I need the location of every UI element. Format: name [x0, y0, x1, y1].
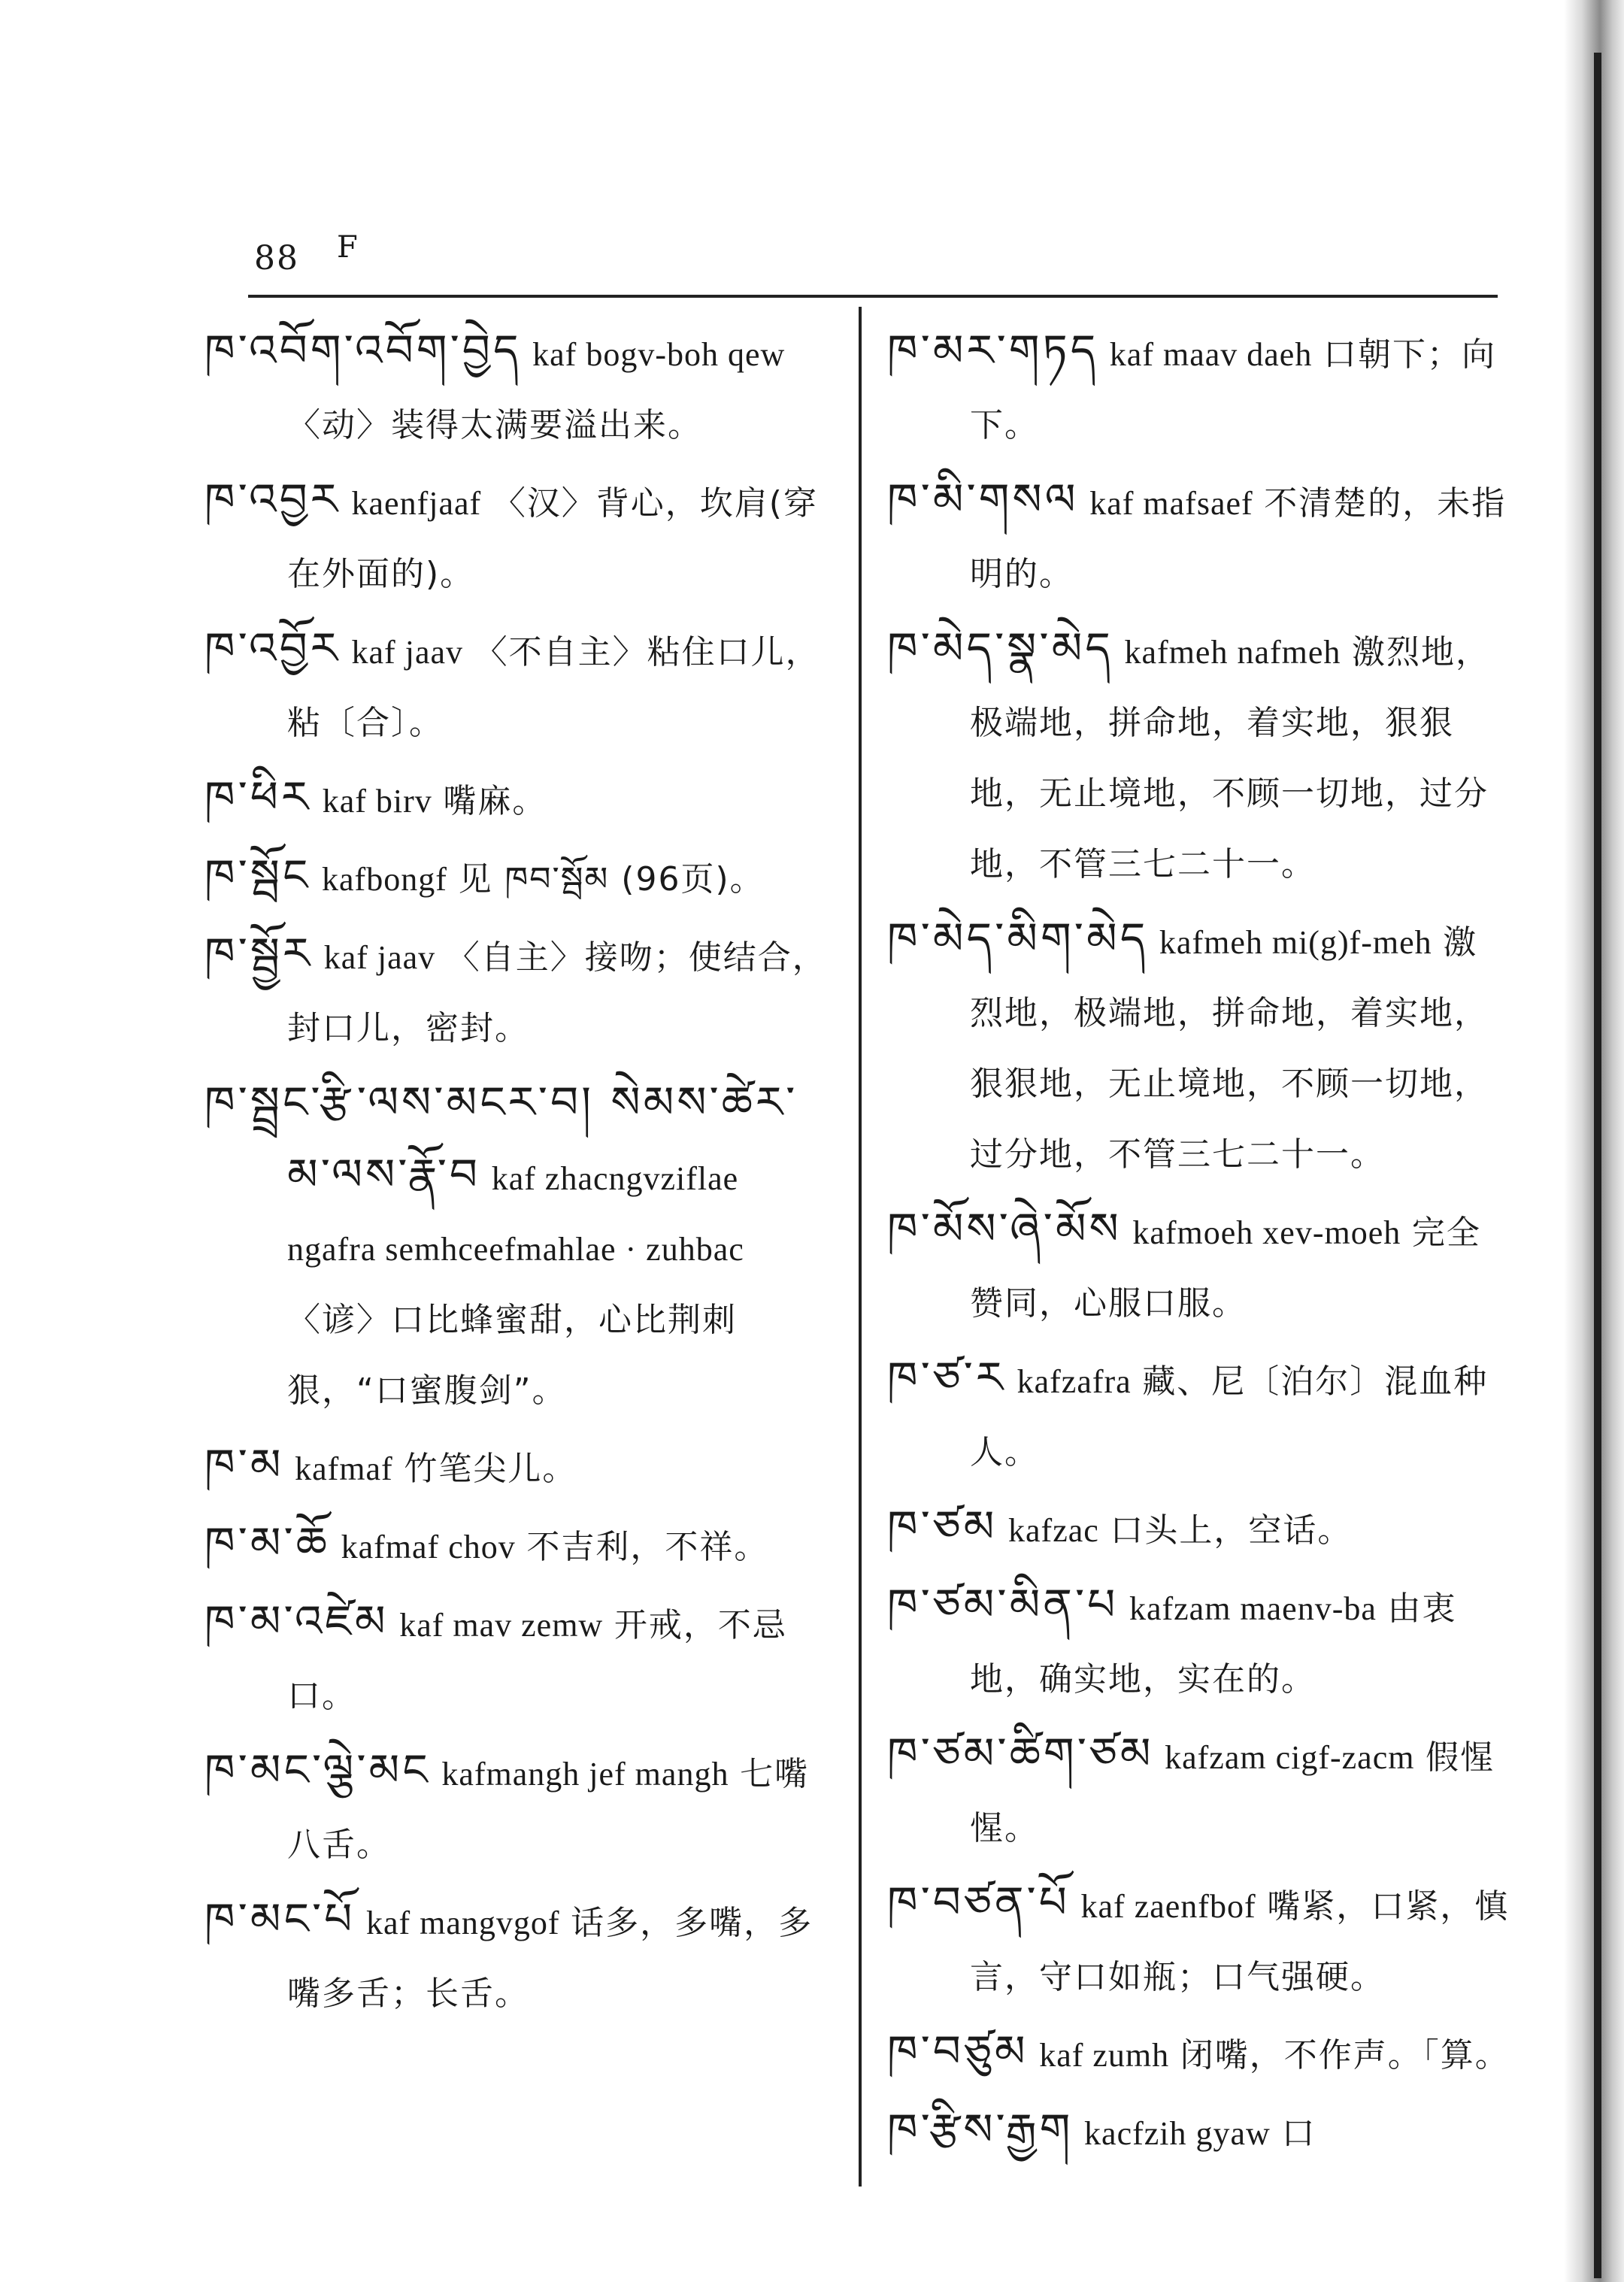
entry-romanization: kaf jaav	[323, 939, 436, 976]
entry-definition: 假惺惺。	[970, 1738, 1495, 1847]
dictionary-entry	[887, 614, 1511, 899]
dictionary-entry	[205, 762, 836, 836]
dictionary-entry	[205, 1884, 836, 2029]
entry-romanization: kafbongf	[322, 861, 447, 898]
column-divider	[859, 307, 862, 2187]
entry-romanization: kafmeh nafmeh	[1124, 634, 1341, 671]
entry-headword: ཁ་སྦོང	[205, 850, 311, 901]
entry-definition: 〈动〉装得太满要溢出来。	[287, 406, 702, 444]
entry-romanization: kafmeh mi(g)f-meh	[1159, 924, 1432, 961]
entry-definition: 口头上，空话。	[1110, 1511, 1353, 1550]
entry-headword: ཁ་མོས་ཞེ་མོས	[887, 1203, 1122, 1254]
entry-headword: ཁ་རྩིས་རྒྱག	[887, 2104, 1074, 2155]
dictionary-entry	[887, 1492, 1511, 1565]
entry-romanization: kaenfjaaf	[351, 485, 482, 522]
entry-definition: 〈不自主〉粘住口儿，粘〔合〕。	[287, 633, 820, 742]
entry-romanization: kaf maav daeh	[1109, 336, 1313, 373]
right-column	[887, 316, 1511, 2173]
entry-headword: ཁ་མར་གཏད	[887, 325, 1099, 376]
entry-definition: 开戒，不忌口。	[287, 1606, 787, 1715]
dictionary-entry	[205, 614, 836, 758]
entry-headword: ཁ་འབྱོར	[205, 623, 341, 674]
entry-definition: 激烈地，极端地，拼命地，着实地，狠狠地，无止境地，不顾一切地，过分地，不管三七二十一。	[970, 923, 1489, 1174]
dictionary-entry	[887, 1868, 1511, 2012]
entry-definition: 不清楚的，未指明的。	[970, 484, 1507, 593]
dictionary-entry	[887, 1343, 1511, 1487]
entry-headword: ཁ་ཕིར	[205, 771, 312, 823]
entry-headword: ཁ་མ་འཛེམ	[205, 1596, 389, 1647]
entry-definition: 嘴紧，口紧，慎言，守口如瓶；口气强硬。	[970, 1887, 1510, 1996]
entry-definition: 见 ཁབ་སྦོམ (96页)。	[458, 860, 765, 899]
entry-romanization: kafmangh jef mangh	[441, 1756, 729, 1793]
dictionary-entry	[205, 1735, 836, 1880]
dictionary-entry	[887, 2017, 1511, 2090]
dictionary-entry	[205, 919, 836, 1063]
dictionary-entry	[205, 1586, 836, 1731]
entry-headword: ཁ་མེད་མིག་མེད	[887, 913, 1149, 964]
entry-definition: 藏、尼〔泊尔〕混血种人。	[970, 1362, 1489, 1471]
dictionary-entry	[205, 841, 836, 914]
entry-romanization: kacfzih gyaw	[1084, 2115, 1271, 2152]
entry-headword: ཁ་ཙམ་མིན་པ	[887, 1579, 1119, 1630]
dictionary-entry	[205, 1508, 836, 1582]
entry-headword: ཁ་འབོག་འབོག་བྱེད	[205, 325, 522, 376]
entry-romanization: kafmaf chov	[341, 1529, 516, 1565]
entry-romanization: kaf zaenfbof	[1080, 1888, 1256, 1925]
dictionary-entry	[887, 1194, 1511, 1338]
page-number: 88	[254, 239, 299, 277]
entry-definition: 完全赞同，心服口服。	[970, 1214, 1481, 1323]
entry-romanization: kafzam cigf-zacm	[1165, 1739, 1415, 1776]
left-column	[205, 316, 836, 2033]
entry-romanization: kaf mangvgof	[365, 1905, 560, 1941]
entry-romanization: kafmaf	[295, 1450, 393, 1487]
entry-definition: 口朝下；向下。	[970, 335, 1496, 444]
entry-romanization: kaf jaav	[351, 634, 463, 671]
entry-romanization: kafzam maenv-ba	[1129, 1590, 1377, 1627]
entry-headword: ཁ་མ་ཆོ	[205, 1517, 330, 1568]
entry-headword: ཁ་མང་ལྕེ་མང	[205, 1744, 431, 1796]
entry-romanization: kaf birv	[322, 783, 432, 820]
entry-romanization: kaf zumh	[1039, 2037, 1170, 2074]
entry-definition: 竹笔尖儿。	[404, 1450, 577, 1488]
page-corner-mark: F	[337, 230, 358, 265]
entry-definition: 〈谚〉口比蜂蜜甜，心比荆刺狠，“口蜜腹剑”。	[287, 1301, 737, 1410]
book-spine-edge	[1594, 53, 1601, 2278]
entry-headword: ཁ་ཙ་ར	[887, 1352, 1006, 1403]
entry-headword: ཁ་བཙུམ	[887, 2026, 1029, 2077]
entry-definition: 〈自主〉接吻；使结合，封口儿，密封。	[287, 938, 827, 1047]
dictionary-entry	[205, 316, 836, 460]
entry-romanization: kaf zhacngvziflae ngafra semhceefmahlae · zuhbac	[287, 1160, 744, 1268]
entry-headword: ཁ་ཙམ	[887, 1501, 998, 1552]
entry-headword: ཁ་མི་གསལ	[887, 474, 1079, 525]
entry-definition: 话多，多嘴，多嘴多舌；长舌。	[287, 1904, 814, 2013]
dictionary-entry	[887, 465, 1511, 609]
entry-headword: ཁ་མང་པོ	[205, 1893, 356, 1944]
entry-romanization: kafzac	[1008, 1512, 1099, 1549]
entry-headword: ཁ་སྦྱོར	[205, 928, 314, 979]
dictionary-entry	[205, 1068, 836, 1426]
dictionary-entry	[205, 465, 836, 609]
entry-headword: ཁ་བཙན་པོ	[887, 1877, 1070, 1928]
entry-headword: ཁ་མ	[205, 1439, 284, 1490]
dictionary-entry	[887, 1570, 1511, 1714]
entry-headword: ཁ་ཙམ་ཚིག་ཙམ	[887, 1728, 1154, 1779]
entry-headword: ཁ་མེད་སྣ་མེད	[887, 623, 1113, 674]
entry-definition: 嘴麻。	[443, 782, 547, 820]
dictionary-entry	[887, 1719, 1511, 1863]
entry-definition: 闭嘴，不作声。「算。	[1180, 2036, 1510, 2074]
entry-definition: 不吉利，不祥。	[526, 1528, 769, 1566]
dictionary-entry	[205, 1430, 836, 1504]
entry-romanization: kaf bogv-boh qew	[532, 336, 786, 373]
entry-romanization: kaf mafsaef	[1089, 485, 1253, 522]
entry-romanization: kafmoeh xev-moeh	[1132, 1214, 1401, 1251]
header-rule	[248, 295, 1498, 298]
entry-definition: 激烈地，极端地，拼命地，着实地，狠狠地，无止境地，不顾一切地，过分地，不管三七二十一。	[970, 633, 1491, 883]
dictionary-entry	[887, 904, 1511, 1189]
entry-headword: ཁ་སྦྲང་རྩི་ལས་མངར་བ། སེམས་ཚེར་མ་ལས་རྣོ་བ	[205, 1077, 798, 1200]
entry-definition: 口	[1281, 2114, 1316, 2153]
entry-definition: 〈汉〉背心，坎肩(穿在外面的)。	[287, 484, 818, 593]
entry-headword: ཁ་འབྱར	[205, 474, 341, 525]
entry-romanization: kaf mav zemw	[399, 1607, 604, 1644]
entry-definition: 七嘴八舌。	[287, 1755, 810, 1864]
dictionary-entry	[887, 2095, 1511, 2168]
dictionary-entry	[887, 316, 1511, 460]
entry-romanization: kafzafra	[1017, 1363, 1132, 1400]
entry-definition: 由衷地，确实地，实在的。	[970, 1590, 1457, 1699]
